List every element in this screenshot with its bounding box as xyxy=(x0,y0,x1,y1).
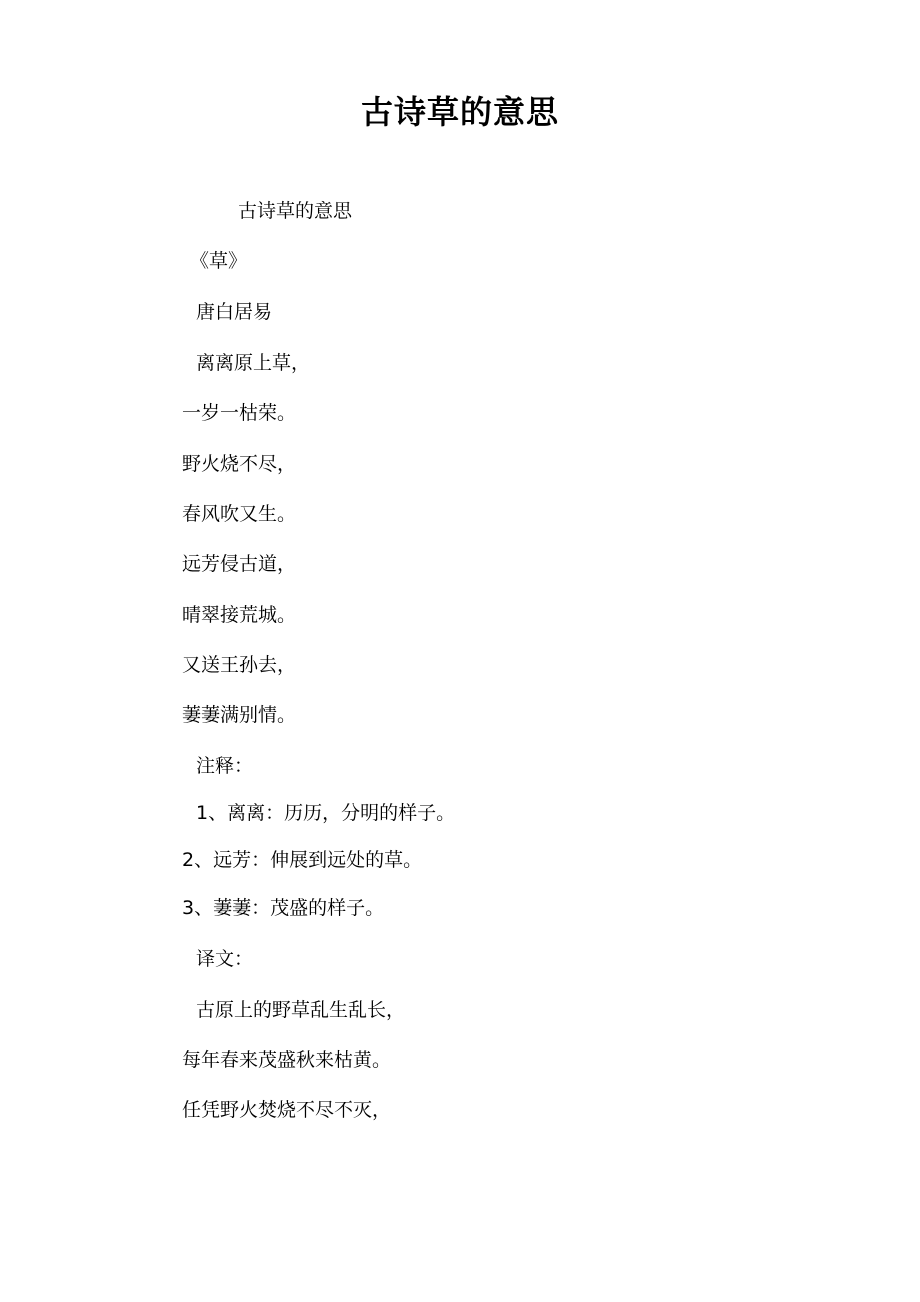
poem-line: 晴翠接荒城。 xyxy=(182,604,297,626)
translation-line: 任凭野火焚烧不尽不灭， xyxy=(182,1099,392,1121)
translation-line: 古原上的野草乱生乱长， xyxy=(196,999,406,1021)
poem-line: 离离原上草， xyxy=(196,352,311,374)
subtitle-line: 古诗草的意思 xyxy=(238,200,353,222)
poem-line: 春风吹又生。 xyxy=(182,503,297,525)
translation-heading: 译文： xyxy=(196,948,254,970)
poem-line: 远芳侵古道， xyxy=(182,553,297,575)
poem-line: 又送王孙去， xyxy=(182,654,297,676)
poem-title-line: 《草》 xyxy=(190,250,248,272)
note-item: 1、离离：历历，分明的样子。 xyxy=(196,802,456,824)
document-title: 古诗草的意思 xyxy=(360,93,559,131)
translation-line: 每年春来茂盛秋来枯黄。 xyxy=(182,1049,392,1071)
note-item: 2、远芳：伸展到远处的草。 xyxy=(182,849,423,871)
note-item: 3、萋萋：茂盛的样子。 xyxy=(182,897,385,919)
notes-heading: 注释： xyxy=(196,755,254,777)
poem-line: 一岁一枯荣。 xyxy=(182,402,297,424)
poem-line: 萋萋满别情。 xyxy=(182,704,297,726)
poem-line: 野火烧不尽， xyxy=(182,453,297,475)
author-line: 唐白居易 xyxy=(196,301,273,323)
